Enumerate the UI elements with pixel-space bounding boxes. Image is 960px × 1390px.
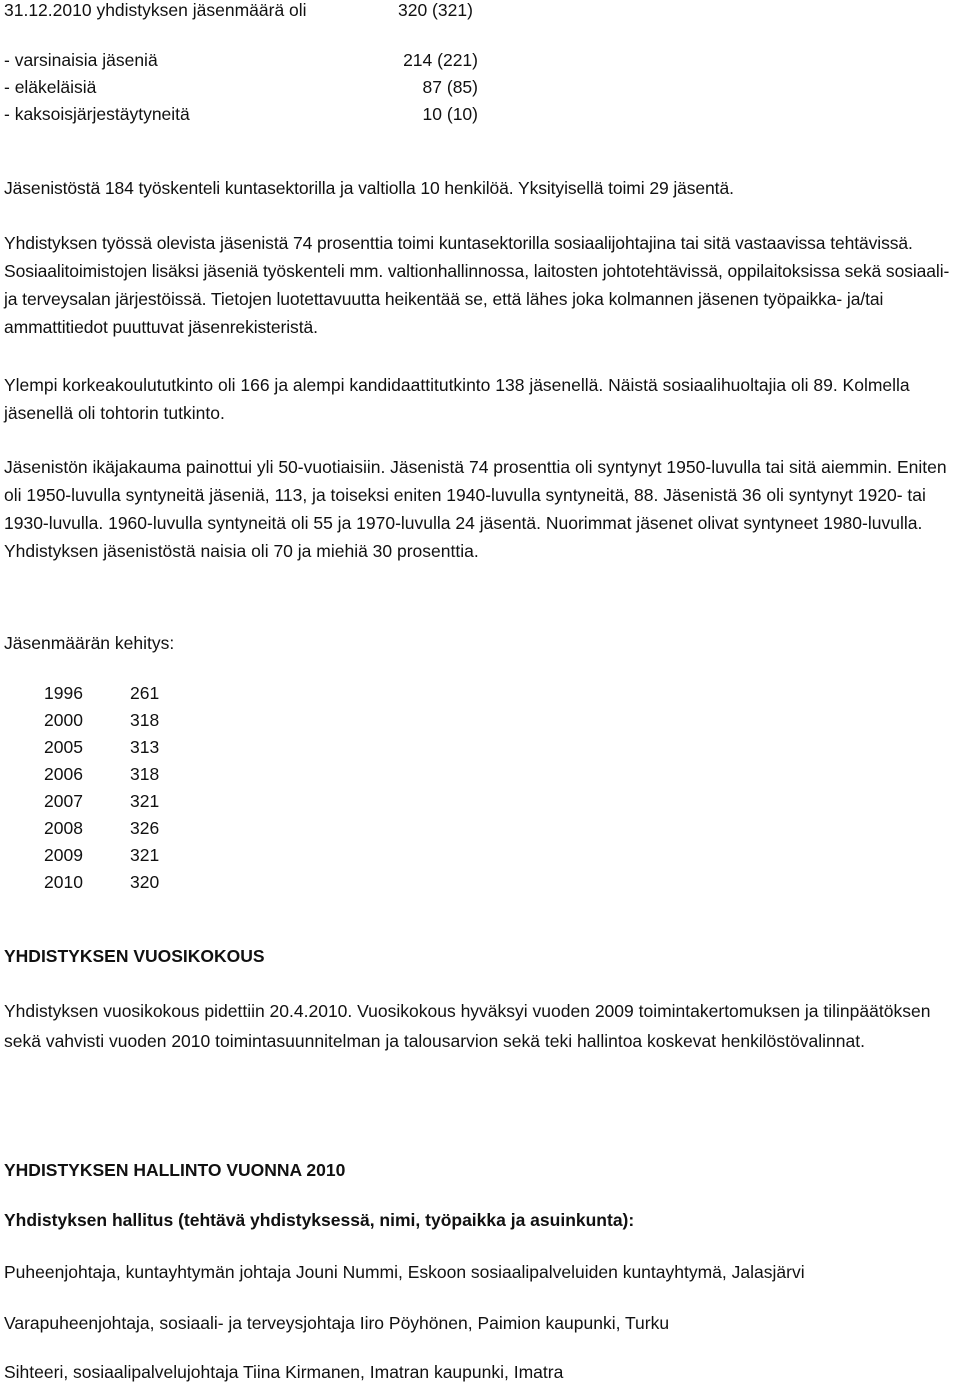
year-cell: 2006 [44, 764, 83, 784]
year-cell: 2008 [44, 818, 83, 838]
table-row [44, 842, 159, 869]
board-member-secretary: Sihteeri, sosiaalipalvelujohtaja Tiina Kirmanen, Imatran kaupunki, Imatra [4, 1362, 564, 1382]
table-row [44, 761, 159, 788]
count-cell: 313 [130, 737, 160, 757]
board-subheading: Yhdistyksen hallitus (tehtävä yhdistyksessä, nimi, työpaikka ja asuinkunta): [4, 1210, 635, 1230]
membership-total-label: 31.12.2010 yhdistyksen jäsenmäärä oli [4, 0, 307, 20]
table-row [44, 869, 159, 896]
year-cell: 1996 [44, 683, 83, 703]
workplace-paragraph: Yhdistyksen työssä olevista jäsenistä 74 prosenttia toimi kuntasektorilla sosiaalijohtajina tai sitä vastaavissa tehtävissä. Sosiaalitoimistojen lisäksi jäseniä työskenteli mm. valtionhallinnossa, laitosten johtotehtävissä, oppilaitoksissa sekä sosiaali- ja terveysalan järjestöissä. Tietojen luotettavuutta heikentää se, että lähes joka kolmannen jäsenen työpaikka- ja/tai ammattitiedot puuttuvat jäsenrekisteristä. [4, 233, 950, 337]
table-row [44, 680, 159, 707]
table-row [44, 707, 159, 734]
table-row [44, 734, 159, 761]
table-row [44, 815, 159, 842]
year-cell: 2009 [44, 845, 83, 865]
education-paragraph: Ylempi korkeakoulututkinto oli 166 ja alempi kandidaattitutkinto 138 jäsenellä. Näistä sosiaalihuoltajia oli 89. Kolmella jäsenellä oli tohtorin tutkinto. [4, 375, 910, 423]
membership-item-label: - kaksoisjärjestäytyneitä [4, 104, 190, 124]
count-cell: 321 [130, 791, 160, 811]
count-cell: 261 [130, 683, 160, 703]
development-heading: Jäsenmäärän kehitys: [4, 633, 175, 653]
administration-heading: YHDISTYKSEN HALLINTO VUONNA 2010 [4, 1160, 346, 1180]
annual-meeting-paragraph: Yhdistyksen vuosikokous pidettiin 20.4.2010. Vuosikokous hyväksyi vuoden 2009 toimintakertomuksen ja tilinpäätöksen sekä vahvisti vuoden 2010 toimintasuunnitelman ja talousarvion sekä teki hallintoa koskevat henkilöstövalinnat. [4, 1001, 931, 1051]
count-cell: 321 [130, 845, 160, 865]
age-distribution-paragraph: Jäsenistön ikäjakauma painottui yli 50-vuotiaisiin. Jäsenistä 74 prosenttia oli syntynyt 1950-luvulla tai sitä aiemmin. Eniten oli 1950-luvulla syntyneitä jäseniä, 113, ja toiseksi eniten 1940-luvulla syntyneitä, 88. Jäsenistä 36 oli syntynyt 1920- tai 1930-luvulla. 1960-luvulla syntyneitä oli 55 ja 1970-luvulla 24 jäsentä. Nuorimmat jäsenet olivat syntyneet 1980-luvulla. Yhdistyksen jäsenistöstä naisia oli 70 ja miehiä 30 prosenttia. [4, 457, 947, 561]
membership-item-label: - varsinaisia jäseniä [4, 50, 158, 70]
count-cell: 320 [130, 872, 160, 892]
membership-item-value: 214 (221) [403, 50, 478, 70]
annual-meeting-heading: YHDISTYKSEN VUOSIKOKOUS [4, 946, 265, 966]
year-cell: 2007 [44, 791, 83, 811]
count-cell: 318 [130, 764, 160, 784]
board-member-chair: Puheenjohtaja, kuntayhtymän johtaja Jouni Nummi, Eskoon sosiaalipalveluiden kuntayhtymä, Jalasjärvi [4, 1262, 805, 1282]
board-member-vice-chair: Varapuheenjohtaja, sosiaali- ja terveysjohtaja Iiro Pöyhönen, Paimion kaupunki, Turku [4, 1313, 670, 1333]
membership-total-value: 320 (321) [398, 0, 473, 20]
employment-paragraph: Jäsenistöstä 184 työskenteli kuntasektorilla ja valtiolla 10 henkilöä. Yksityisellä toimi 29 jäsentä. [4, 178, 734, 198]
year-cell: 2000 [44, 710, 83, 730]
membership-development-table [44, 680, 159, 896]
membership-item-value: 87 (85) [422, 77, 478, 97]
count-cell: 326 [130, 818, 160, 838]
membership-item-value: 10 (10) [422, 104, 478, 124]
table-row [44, 788, 159, 815]
count-cell: 318 [130, 710, 160, 730]
membership-item-label: - eläkeläisiä [4, 77, 97, 97]
year-cell: 2005 [44, 737, 83, 757]
year-cell: 2010 [44, 872, 83, 892]
